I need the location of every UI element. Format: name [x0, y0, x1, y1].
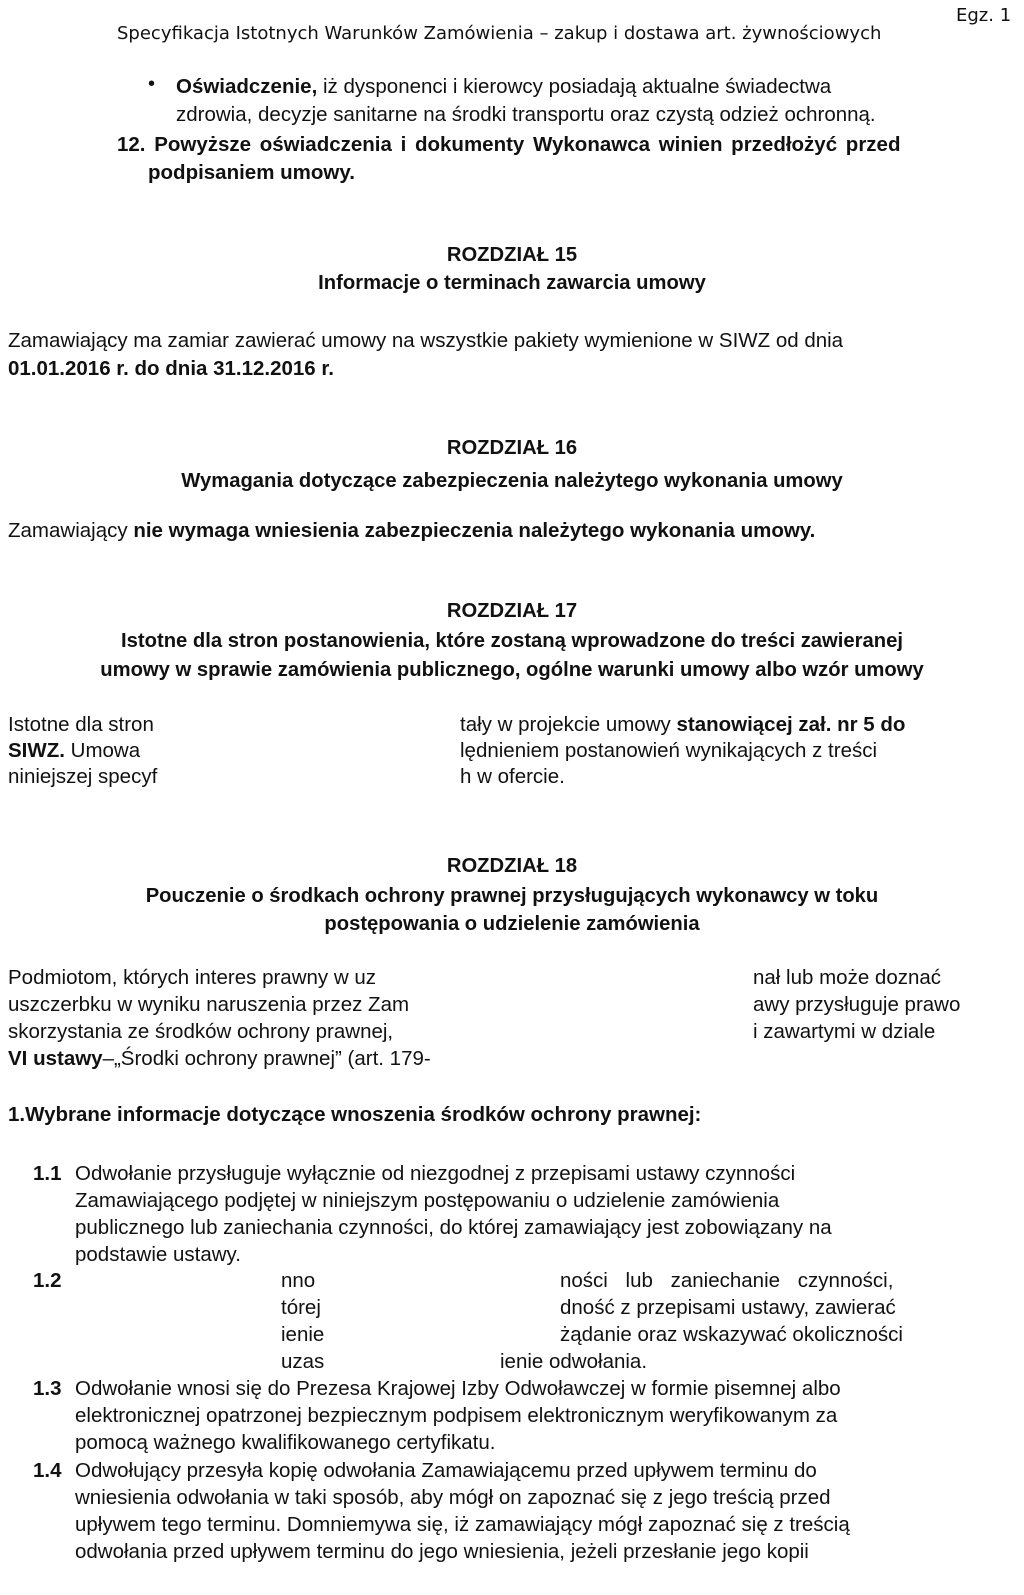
- chapter-18-right-2: awy przysługuje prawo: [753, 993, 961, 1016]
- chapter-18-left-4-bold: VI ustawy: [8, 1047, 103, 1070]
- chapter-17-right-2: lędnieniem postanowień wynikających z treści: [460, 739, 878, 762]
- chapter-17-right-1a: tały w projekcie umowy: [460, 713, 671, 736]
- item-1-4-line-2: wniesienia odwołania w taki sposób, aby mógł on zapoznać się z jego treścią przed: [75, 1486, 831, 1509]
- item-1-1-line-4: podstawie ustawy.: [75, 1243, 241, 1266]
- item-1-2-frag-b4: ienie odwołania.: [500, 1350, 648, 1373]
- chapter-17-right-1: [460, 711, 905, 739]
- chapter-18-left-2: uszczerbku w wyniku naruszenia przez Zam: [8, 993, 410, 1016]
- chapter-17-heading: ROZDZIAŁ 17: [446, 599, 578, 622]
- item-1-1-line-3: publicznego lub zaniechania czynności, do której zamawiający jest zobowiązany na: [75, 1216, 832, 1239]
- item-1-3-number: 1.3: [33, 1377, 62, 1400]
- item-1-2-frag-b3: żądanie oraz wskazywać okoliczności: [560, 1323, 903, 1346]
- bullet-icon: •: [148, 73, 156, 95]
- item-1-2-frag-b1: ności lub zaniechanie czynności,: [560, 1269, 894, 1292]
- chapter-18-right-1: nał lub może doznać: [753, 966, 942, 989]
- item-12-line-2: podpisaniem umowy.: [148, 161, 355, 184]
- chapter-15-heading: ROZDZIAŁ 15: [446, 243, 578, 266]
- chapter-17-left-1: Istotne dla stron: [8, 713, 154, 736]
- item-1-2-frag-a1: nno: [281, 1269, 316, 1292]
- chapter-17-left-2: [8, 737, 140, 765]
- chapter-16-text-subject: Zamawiający: [8, 519, 128, 542]
- chapter-16-text: [8, 517, 815, 545]
- item-1-2-number: 1.2: [33, 1269, 62, 1292]
- bullet-line-2: zdrowia, decyzje sanitarne na środki transportu oraz czystą odzież ochronną.: [176, 103, 876, 126]
- bullet-text: iż dysponenci i kierowcy posiadają aktualne świadectwa: [322, 75, 832, 98]
- chapter-18-title-1: Pouczenie o środkach ochrony prawnej przysługujących wykonawcy w toku: [145, 884, 879, 907]
- chapter-16-heading: ROZDZIAŁ 16: [446, 436, 578, 459]
- chapter-16-text-body: nie wymaga wniesienia zabezpieczenia należytego wykonania umowy.: [133, 519, 816, 542]
- chapter-16-title: Wymagania dotyczące zabezpieczenia należytego wykonania umowy: [181, 469, 843, 492]
- chapter-18-right-3: i zawartymi w dziale: [753, 1020, 936, 1043]
- chapter-17-right-3: h w ofercie.: [460, 765, 565, 788]
- bullet-line: [176, 73, 831, 101]
- chapter-17-title-1: Istotne dla stron postanowienia, które zostaną wprowadzone do treści zawieranej: [121, 629, 903, 652]
- item-1-3-line-1: Odwołanie wnosi się do Prezesa Krajowej Izby Odwoławczej w formie pisemnej albo: [75, 1377, 841, 1400]
- chapter-15-text-2: 01.01.2016 r. do dnia 31.12.2016 r.: [8, 357, 334, 380]
- chapter-17-siwz: SIWZ.: [8, 739, 65, 762]
- item-1-2-frag-a4: uzas: [281, 1350, 325, 1373]
- item-1-2-frag-a3: ienie: [281, 1323, 325, 1346]
- item-1-2-frag-b2: dność z przepisami ustawy, zawierać: [560, 1296, 896, 1319]
- item-12-line-1: 12. Powyższe oświadczenia i dokumenty Wykonawca winien przedłożyć przed: [117, 133, 901, 156]
- chapter-17-title-2: umowy w sprawie zamówienia publicznego, ogólne warunki umowy albo wzór umowy: [100, 658, 924, 681]
- item-1-4-number: 1.4: [33, 1459, 62, 1482]
- item-1-1-line-1: Odwołanie przysługuje wyłącznie od niezgodnej z przepisami ustawy czynności: [75, 1162, 796, 1185]
- item-1-4-line-1: Odwołujący przesyła kopię odwołania Zamawiającemu przed upływem terminu do: [75, 1459, 817, 1482]
- chapter-17-umowa: Umowa: [70, 739, 141, 762]
- item-1-3-line-3: pomocą ważnego kwalifikowanego certyfikatu.: [75, 1431, 496, 1454]
- chapter-18-heading: ROZDZIAŁ 18: [446, 854, 578, 877]
- item-1-2-frag-a2: tórej: [281, 1296, 321, 1319]
- chapter-18-left-3: skorzystania ze środków ochrony prawnej,: [8, 1020, 394, 1043]
- chapter-18-title-2: postępowania o udzielenie zamówienia: [324, 912, 700, 935]
- chapter-17-left-3: niniejszej specyf: [8, 765, 158, 788]
- item-1-1-number: 1.1: [33, 1162, 62, 1185]
- item-1-3-line-2: elektronicznej opatrzonej bezpiecznym podpisem elektronicznym weryfikowanym za: [75, 1404, 838, 1427]
- chapter-18-subheading: 1.Wybrane informacje dotyczące wnoszenia środków ochrony prawnej:: [8, 1103, 702, 1126]
- chapter-15-text-1: Zamawiający ma zamiar zawierać umowy na wszystkie pakiety wymienione w SIWZ od dnia: [8, 329, 844, 352]
- chapter-15-title: Informacje o terminach zawarcia umowy: [318, 271, 706, 294]
- document-header-title: Specyfikacja Istotnych Warunków Zamówienia – zakup i dostawa art. żywnościowych: [117, 23, 882, 44]
- bullet-lead: Oświadczenie,: [176, 75, 318, 98]
- chapter-18-left-4-rest: –„Środki ochrony prawnej” (art. 179-: [102, 1047, 431, 1070]
- item-1-1-line-2: Zamawiającego podjętej w niniejszym postępowaniu o udzielenie zamówienia: [75, 1189, 780, 1212]
- chapter-18-left-1: Podmiotom, których interes prawny w uz: [8, 966, 376, 989]
- copy-number: Egz. 1: [956, 5, 1012, 26]
- chapter-17-right-1b: stanowiącej zał. nr 5 do: [676, 713, 906, 736]
- item-1-4-line-3: upływem tego terminu. Domniemywa się, iż zamawiający mógł zapoznać się z treścią: [75, 1513, 850, 1536]
- item-1-4-line-4: odwołania przed upływem terminu do jego wniesienia, jeżeli przesłanie jego kopii: [75, 1540, 809, 1563]
- chapter-18-left-4: [8, 1045, 431, 1073]
